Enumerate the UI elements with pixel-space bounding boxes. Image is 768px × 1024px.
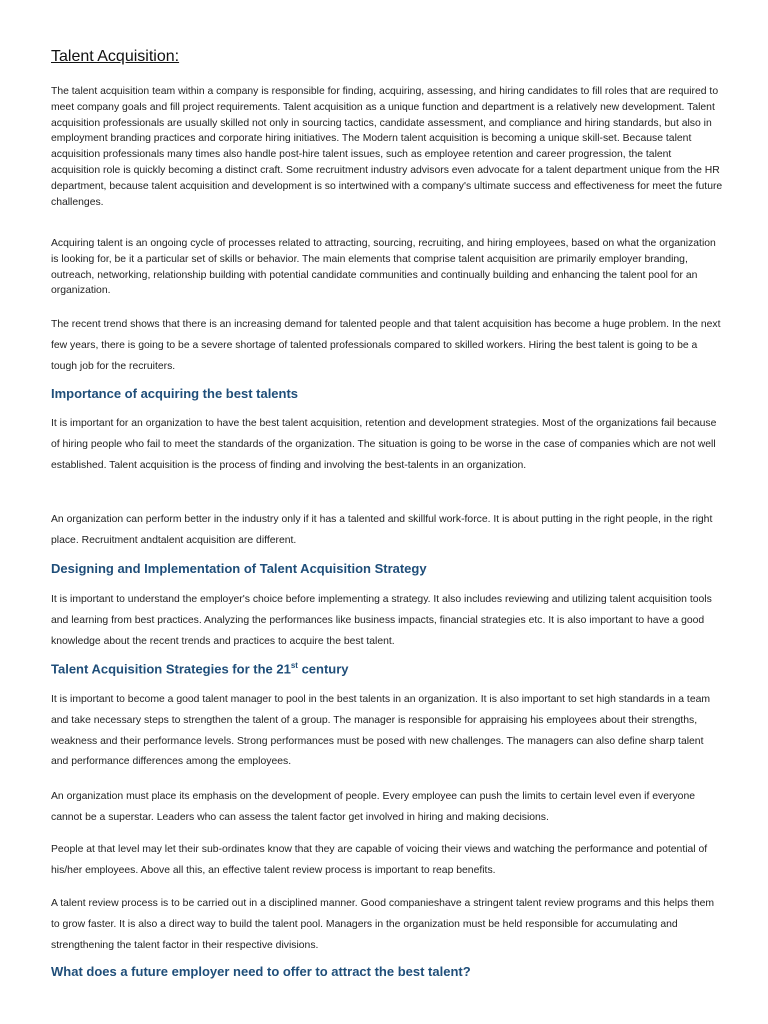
- paragraph-subordinates: People at that level may let their sub-ordinates know that they are capable of voicing their views and watching the performance and potential of his/her employees. Above all this, an effective talent review process is important to reap benefits.: [51, 844, 708, 876]
- heading-designing: Designing and Implementation of Talent Acquisition Strategy: [51, 561, 427, 576]
- paragraph-acquiring-talent: Acquiring talent is an ongoing cycle of processes related to attracting, sourcing, recruiting, and hiring employees, based on what the organization is looking for, be it a particular set of skills or behavior. The main elements that comprise talent acquisition are primarily employer branding, outreach, networking, relationship building with potential candidate communities and continually building and enhancing the talent pool for an organization.: [51, 238, 716, 297]
- paragraph-intro: The talent acquisition team within a company is responsible for finding, acquiring, assessing, and hiring candidates to fill roles that are required to meet company goals and fill project requirements. Talent acquisition as a unique function and department is a relatively new development. Talent acquisition professionals are usually skilled not only in sourcing tactics, candidate assessment, and compliance and hiring standards, but also in employment branding practices and corporate hiring initiatives. The Modern talent acquisition is becoming a unique skill-set. Because talent acquisition professionals many times also handle post-hire talent issues, such as employee retention and career progression, the talent acquisition role is quickly becoming a distinct craft. Some recruitment industry advisors even advocate for a talent department unique from the HR department, because talent acquisition and development is so intertwined with a company's ultimate success and effectiveness for meet the future challenges.: [51, 86, 723, 208]
- heading-future-employer: What does a future employer need to offer to attract the best talent?: [51, 964, 471, 979]
- paragraph-importance: It is important for an organization to have the best talent acquisition, retention and development strategies. Most of the organizations fail because of hiring people who fail to meet the standards of the organization. The situation is going to be worse in the case of companies which are not well established. Talent acquisition is the process of finding and involving the best-talents in an organization.: [51, 418, 717, 471]
- paragraph-talent-review: A talent review process is to be carried out in a disciplined manner. Good companieshave a stringent talent review programs and this helps them to grow faster. It is also a direct way to build the talent pool. Managers in the organization must be held responsible for accumulating and strengthening the talent factor in their respective divisions.: [51, 898, 715, 951]
- heading-importance: Importance of acquiring the best talents: [51, 386, 299, 401]
- paragraph-talent-manager: It is important to become a good talent manager to pool in the best talents in an organization. It is also important to set high standards in a team and take necessary steps to strengthen the talent of a group. The manager is responsible for appraising his employees about their strengths, weakness and their performance levels. Strong performances must be posed with new challenges. The managers can also define sharp talent and performance differences among the employees.: [51, 694, 711, 768]
- paragraph-designing: It is important to understand the employer's choice before implementing a strategy. It also includes reviewing and utilizing talent acquisition tools and learning from best practices. Analyzing the performances like business impacts, financial strategies etc. It is also important to have a good knowledge about the recent trends and practices to acquire the best talent.: [51, 594, 712, 647]
- heading-strategies: Talent Acquisition Strategies for the 21st century: [51, 661, 349, 677]
- paragraph-development: An organization must place its emphasis on the development of people. Every employee can push the limits to certain level even if everyone cannot be a superstar. Leaders who can assess the talent factor get involved in hiring and making decisions.: [51, 791, 696, 823]
- page-title: Talent Acquisition:: [51, 48, 180, 65]
- paragraph-recent-trend: The recent trend shows that there is an increasing demand for talented people and that talent acquisition has become a huge problem. In the next few years, there is going to be a severe shortage of talented professionals compared to skilled workers. Hiring the best talent is going to be a tough job for the recruiters.: [51, 319, 721, 372]
- paragraph-performance: An organization can perform better in the industry only if it has a talented and skillful work-force. It is about putting in the right people, in the right place. Recruitment andtalent acquisition are different.: [51, 514, 713, 546]
